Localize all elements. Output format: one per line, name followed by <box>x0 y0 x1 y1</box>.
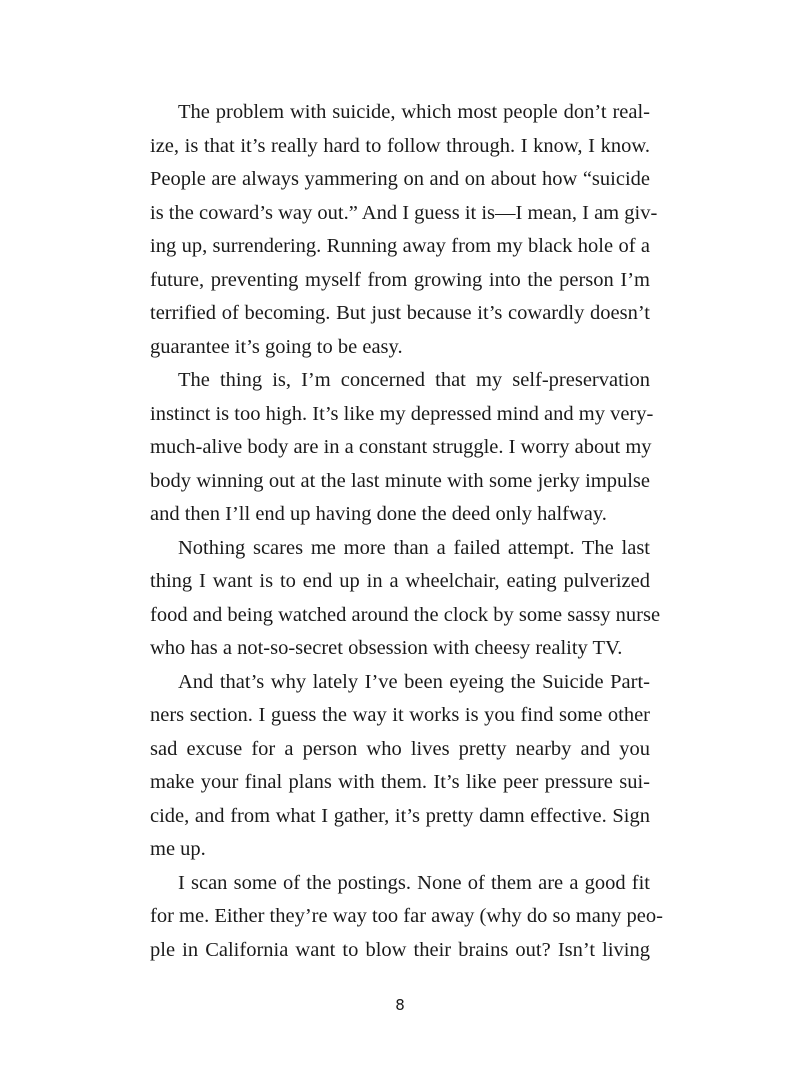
text-line: who has a not-so-secret obsession with cheesy reality TV. <box>150 637 623 659</box>
text-line: much-alive body are in a constant struggle. I worry about my <box>150 436 652 458</box>
text-line: cide, and from what I gather, it’s pretty damn effective. Sign <box>150 804 650 827</box>
text-line: for me. Either they’re way too far away (why do so many peo- <box>150 905 663 927</box>
text-line: The thing is, I’m concerned that my self-preservation <box>178 369 650 391</box>
text-line: sad excuse for a person who lives pretty nearby and you <box>150 737 650 760</box>
text-line: guarantee it’s going to be easy. <box>150 335 403 358</box>
text-line: ize, is that it’s really hard to follow through. I know, I know. <box>150 134 650 157</box>
text-line: thing I want is to end up in a wheelchair, eating pulverized <box>150 570 650 592</box>
text-line: Nothing scares me more than a failed attempt. The last <box>178 536 650 559</box>
text-line: body winning out at the last minute with some jerky impulse <box>150 469 650 492</box>
text-line: People are always yammering on and on about how “suicide <box>150 168 650 190</box>
paragraph <box>150 867 663 968</box>
text-line: terrified of becoming. But just because it’s cowardly doesn’t <box>150 302 650 324</box>
page-number: 8 <box>395 996 405 1014</box>
paragraph <box>150 532 661 666</box>
text-line: instinct is too high. It’s like my depressed mind and my very- <box>150 402 654 425</box>
text-line: is the coward’s way out.” And I guess it is—I mean, I am giv- <box>150 201 658 224</box>
text-line: ple in California want to blow their brains out? Isn’t living <box>150 938 650 961</box>
body-text <box>150 96 663 967</box>
text-line: future, preventing myself from growing into the person I’m <box>150 268 650 291</box>
paragraph <box>150 96 658 364</box>
text-line: food and being watched around the clock by some sassy nurse <box>150 603 661 626</box>
text-line: I scan some of the postings. None of them are a good fit <box>178 871 650 894</box>
text-line: make your final plans with them. It’s like peer pressure sui- <box>150 771 650 793</box>
paragraph <box>150 364 654 532</box>
text-line: ners section. I guess the way it works is you find some other <box>150 704 650 726</box>
text-line: ing up, surrendering. Running away from my black hole of a <box>150 235 650 257</box>
paragraph <box>150 666 650 867</box>
text-line: The problem with suicide, which most people don’t real- <box>178 101 650 123</box>
text-line: And that’s why lately I’ve been eyeing the Suicide Part- <box>178 670 650 693</box>
text-line: me up. <box>150 838 206 860</box>
text-line: and then I’ll end up having done the deed only halfway. <box>150 503 607 525</box>
